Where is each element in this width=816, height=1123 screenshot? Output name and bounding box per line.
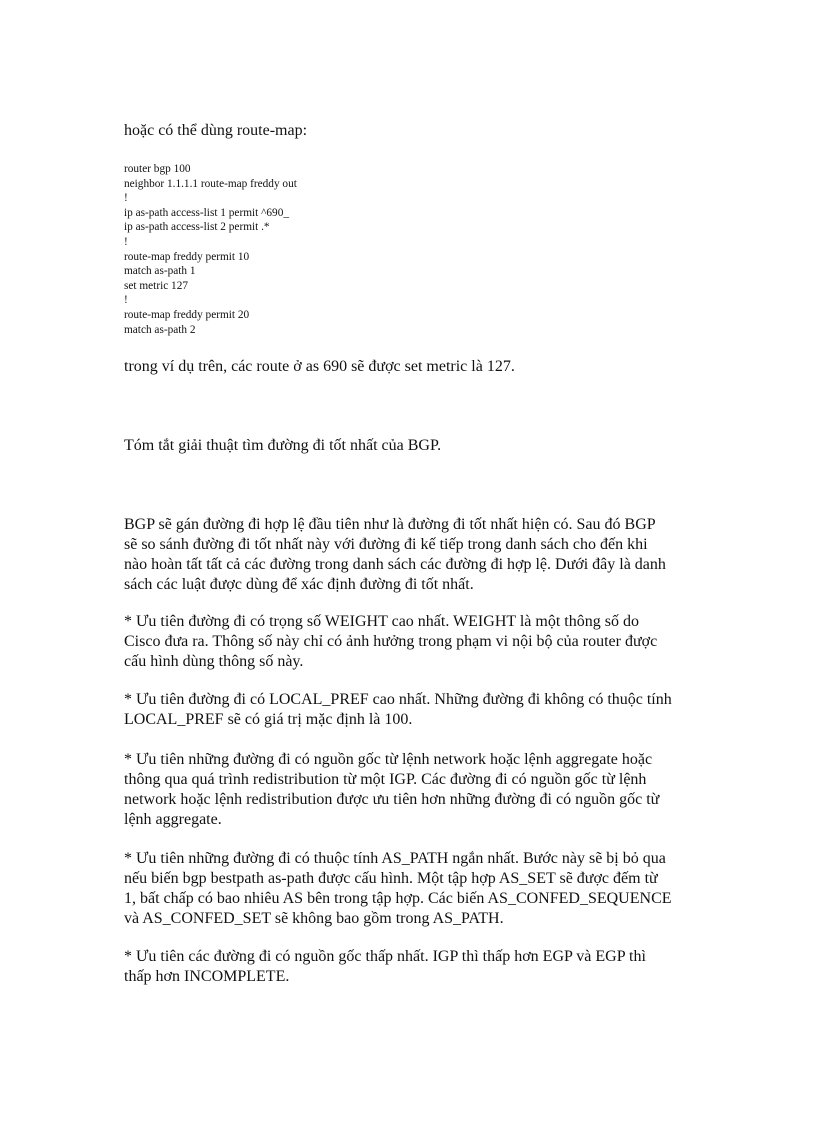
config-code-block [124, 162, 297, 337]
text-line: nếu biến bgp bestpath as-path được cấu hình. Một tập hợp AS_SET sẽ được đếm từ [124, 870, 658, 887]
text-line: * Ưu tiên đường đi có LOCAL_PREF cao nhất. Những đường đi không có thuộc tính [124, 691, 672, 708]
rule-origin-command [124, 750, 704, 830]
text-line: trong ví dụ trên, các route ở as 690 sẽ được set metric là 127. [124, 358, 515, 375]
text-line: LOCAL_PREF sẽ có giá trị mặc định là 100. [124, 711, 413, 728]
code-line: match as-path 2 [124, 323, 196, 336]
text-line: 1, bất chấp có bao nhiêu AS bên trong tập hợp. Các biến AS_CONFED_SEQUENCE [124, 890, 672, 907]
code-line: ip as-path access-list 2 permit .* [124, 221, 270, 234]
code-line: set metric 127 [124, 279, 188, 292]
text-line: Tóm tắt giải thuật tìm đường đi tốt nhất của BGP. [124, 437, 442, 454]
code-line: neighbor 1.1.1.1 route-map freddy out [124, 177, 297, 190]
rule-as-path [124, 849, 704, 929]
code-line: match as-path 1 [124, 265, 196, 278]
text-line: BGP sẽ gán đường đi hợp lệ đầu tiên như là đường đi tốt nhất hiện có. Sau đó BGP [124, 516, 656, 533]
text-line: * Ưu tiên những đường đi có thuộc tính AS_PATH ngắn nhất. Bước này sẽ bị bỏ qua [124, 850, 666, 867]
intro-text: hoặc có thể dùng route-map: [124, 122, 308, 139]
intro-paragraph [124, 515, 704, 595]
text-line: * Ưu tiên đường đi có trọng số WEIGHT cao nhất. WEIGHT là một thông số do [124, 613, 639, 630]
text-line: cấu hình dùng thông số này. [124, 653, 304, 670]
rule-local-pref [124, 690, 704, 730]
text-line: sách các luật được dùng để xác định đường đi tốt nhất. [124, 576, 474, 593]
code-line: route-map freddy permit 20 [124, 308, 250, 321]
code-line: ! [124, 294, 128, 307]
code-line: ! [124, 192, 128, 205]
rule-origin-type [124, 947, 704, 987]
code-line: route-map freddy permit 10 [124, 250, 250, 263]
text-line: thấp hơn INCOMPLETE. [124, 968, 290, 985]
text-line: * Ưu tiên những đường đi có nguồn gốc từ lệnh network hoặc lệnh aggregate hoặc [124, 751, 653, 768]
rule-weight [124, 612, 704, 672]
text-line: * Ưu tiên các đường đi có nguồn gốc thấp nhất. IGP thì thấp hơn EGP và EGP thì [124, 948, 646, 965]
code-line: ip as-path access-list 1 permit ^690_ [124, 206, 289, 219]
text-line: thông qua quá trình redistribution từ một IGP. Các đường đi có nguồn gốc từ lệnh [124, 771, 647, 788]
text-line: nào hoàn tất tất cả các đường trong danh sách các đường đi hợp lệ. Dưới đây là danh [124, 556, 666, 573]
text-line: sẽ so sánh đường đi tốt nhất này với đường đi kế tiếp trong danh sách cho đến khi [124, 536, 648, 553]
code-line: router bgp 100 [124, 163, 191, 175]
text-line: lệnh aggregate. [124, 811, 222, 828]
text-line: network hoặc lệnh redistribution được ưu tiên hơn những đường đi có nguồn gốc từ [124, 791, 660, 808]
example-note [124, 357, 704, 377]
code-line: ! [124, 235, 128, 248]
text-line: Cisco đưa ra. Thông số này chỉ có ảnh hưởng trong phạm vi nội bộ của router được [124, 633, 658, 650]
text-line: và AS_CONFED_SET sẽ không bao gồm trong AS_PATH. [124, 910, 504, 927]
section-heading [124, 436, 704, 456]
